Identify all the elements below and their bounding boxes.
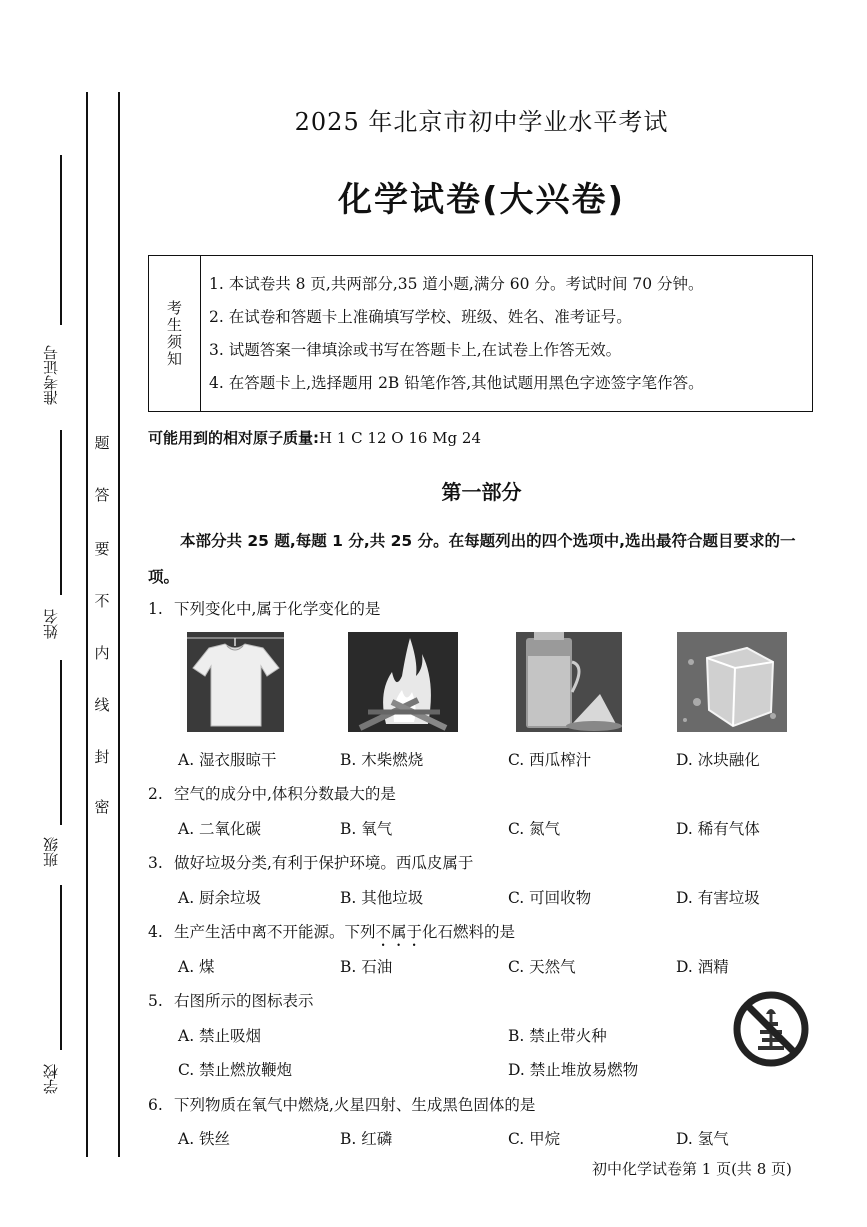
option-b[interactable]: B. 木柴燃烧 xyxy=(340,751,424,769)
school-label: 学校 xyxy=(42,1064,60,1094)
question-stem-post: 化石燃料的是 xyxy=(422,923,516,941)
question-stem: 空气的成分中,体积分数最大的是 xyxy=(174,785,396,803)
seal-char: 线 xyxy=(94,696,110,714)
question-number: 2. xyxy=(148,785,163,803)
binding-line-inner xyxy=(118,92,120,1157)
notice-heading-cell xyxy=(149,256,201,411)
no-fire-sign-icon xyxy=(732,990,810,1068)
option-c[interactable]: C. 可回收物 xyxy=(508,889,592,907)
option-d[interactable]: D. 冰块融化 xyxy=(676,751,760,769)
option-c[interactable]: C. 甲烷 xyxy=(508,1130,561,1148)
notice-heading: 考生须知 xyxy=(165,299,183,368)
option-b[interactable]: B. 禁止带火种 xyxy=(508,1027,607,1045)
question-stem: 右图所示的图标表示 xyxy=(174,992,314,1010)
option-d[interactable]: D. 有害垃圾 xyxy=(676,889,760,907)
question-6 xyxy=(148,1093,535,1115)
seal-char: 内 xyxy=(94,644,110,662)
name-line[interactable] xyxy=(60,430,62,595)
part-title: 第一部分 xyxy=(441,480,522,504)
question-stem: 下列物质在氧气中燃烧,火星四射、生成黑色固体的是 xyxy=(174,1096,536,1114)
notice-list xyxy=(201,256,812,411)
option-b[interactable]: B. 其他垃圾 xyxy=(340,889,424,907)
option-c[interactable]: C. 禁止燃放鞭炮 xyxy=(178,1061,293,1079)
option-b[interactable]: B. 氧气 xyxy=(340,820,393,838)
question-stem-pre: 生产生活中离不开能源。下列 xyxy=(174,923,376,941)
option-a[interactable]: A. 禁止吸烟 xyxy=(178,1027,262,1045)
exam-subtitle: 化学试卷(大兴卷) xyxy=(337,180,626,220)
question-1 xyxy=(148,597,380,619)
question-number: 3. xyxy=(148,854,163,872)
question-5 xyxy=(148,989,314,1011)
notice-item: 2. 在试卷和答题卡上准确填写学校、班级、姓名、准考证号。 xyxy=(209,308,632,326)
question-4 xyxy=(148,920,515,950)
atomic-masses-values: H 1 C 12 O 16 Mg 24 xyxy=(319,429,481,447)
name-label: 姓名 xyxy=(42,609,60,639)
atomic-masses xyxy=(148,427,481,448)
question-number: 1. xyxy=(148,600,163,618)
notice-item: 3. 试题答案一律填涂或书写在答题卡上,在试卷上作答无效。 xyxy=(209,341,622,359)
class-line[interactable] xyxy=(60,660,62,825)
watermelon-juice-image xyxy=(516,632,622,732)
seal-char: 密 xyxy=(94,798,110,816)
option-d[interactable]: D. 稀有气体 xyxy=(676,820,760,838)
binding-line-outer xyxy=(86,92,88,1157)
question-stem: 下列变化中,属于化学变化的是 xyxy=(174,600,381,618)
option-b[interactable]: B. 石油 xyxy=(340,958,393,976)
seal-char: 题 xyxy=(94,434,110,452)
question-3 xyxy=(148,851,473,873)
option-d[interactable]: D. 禁止堆放易燃物 xyxy=(508,1061,639,1079)
seal-char: 答 xyxy=(94,486,110,504)
option-a[interactable]: A. 二氧化碳 xyxy=(178,820,262,838)
option-a[interactable]: A. 煤 xyxy=(178,958,215,976)
school-line[interactable] xyxy=(60,885,62,1050)
candidate-notice-box xyxy=(148,255,813,412)
option-d[interactable]: D. 氢气 xyxy=(676,1130,729,1148)
option-d[interactable]: D. 酒精 xyxy=(676,958,729,976)
option-a[interactable]: A. 厨余垃圾 xyxy=(178,889,262,907)
question-number: 4. xyxy=(148,923,163,941)
class-label: 班级 xyxy=(42,837,60,867)
wet-clothes-image xyxy=(187,632,284,732)
atomic-masses-label: 可能用到的相对原子质量: xyxy=(148,429,319,447)
part-instructions: 本部分共 25 题,每题 1 分,共 25 分。在每题列出的四个选项中,选出最符合题目要求的一项。 xyxy=(148,532,796,586)
question-stem-emphasis: 不属于 xyxy=(375,923,423,941)
seal-char: 要 xyxy=(94,540,110,558)
option-c[interactable]: C. 西瓜榨汁 xyxy=(508,751,592,769)
melting-ice-image xyxy=(677,632,787,732)
option-b[interactable]: B. 红磷 xyxy=(340,1130,393,1148)
question-number: 6. xyxy=(148,1096,163,1114)
seal-char: 封 xyxy=(94,748,110,766)
option-a[interactable]: A. 湿衣服晾干 xyxy=(178,751,277,769)
question-2 xyxy=(148,782,396,804)
seal-char: 不 xyxy=(94,592,110,610)
question-stem: 做好垃圾分类,有利于保护环境。西瓜皮属于 xyxy=(174,854,474,872)
page-footer: 初中化学试卷第 1 页(共 8 页) xyxy=(592,1160,792,1178)
option-c[interactable]: C. 氮气 xyxy=(508,820,561,838)
option-c[interactable]: C. 天然气 xyxy=(508,958,576,976)
burning-wood-image xyxy=(348,632,458,732)
question-number: 5. xyxy=(148,992,163,1010)
notice-item: 4. 在答题卡上,选择题用 2B 铅笔作答,其他试题用黑色字迹签字笔作答。 xyxy=(209,374,704,392)
notice-item: 1. 本试卷共 8 页,共两部分,35 道小题,满分 60 分。考试时间 70 分钟。 xyxy=(209,275,704,293)
option-a[interactable]: A. 铁丝 xyxy=(178,1130,231,1148)
ticket-number-label: 准考证号 xyxy=(42,345,60,405)
exam-title: 2025 年北京市初中学业水平考试 xyxy=(294,108,669,136)
